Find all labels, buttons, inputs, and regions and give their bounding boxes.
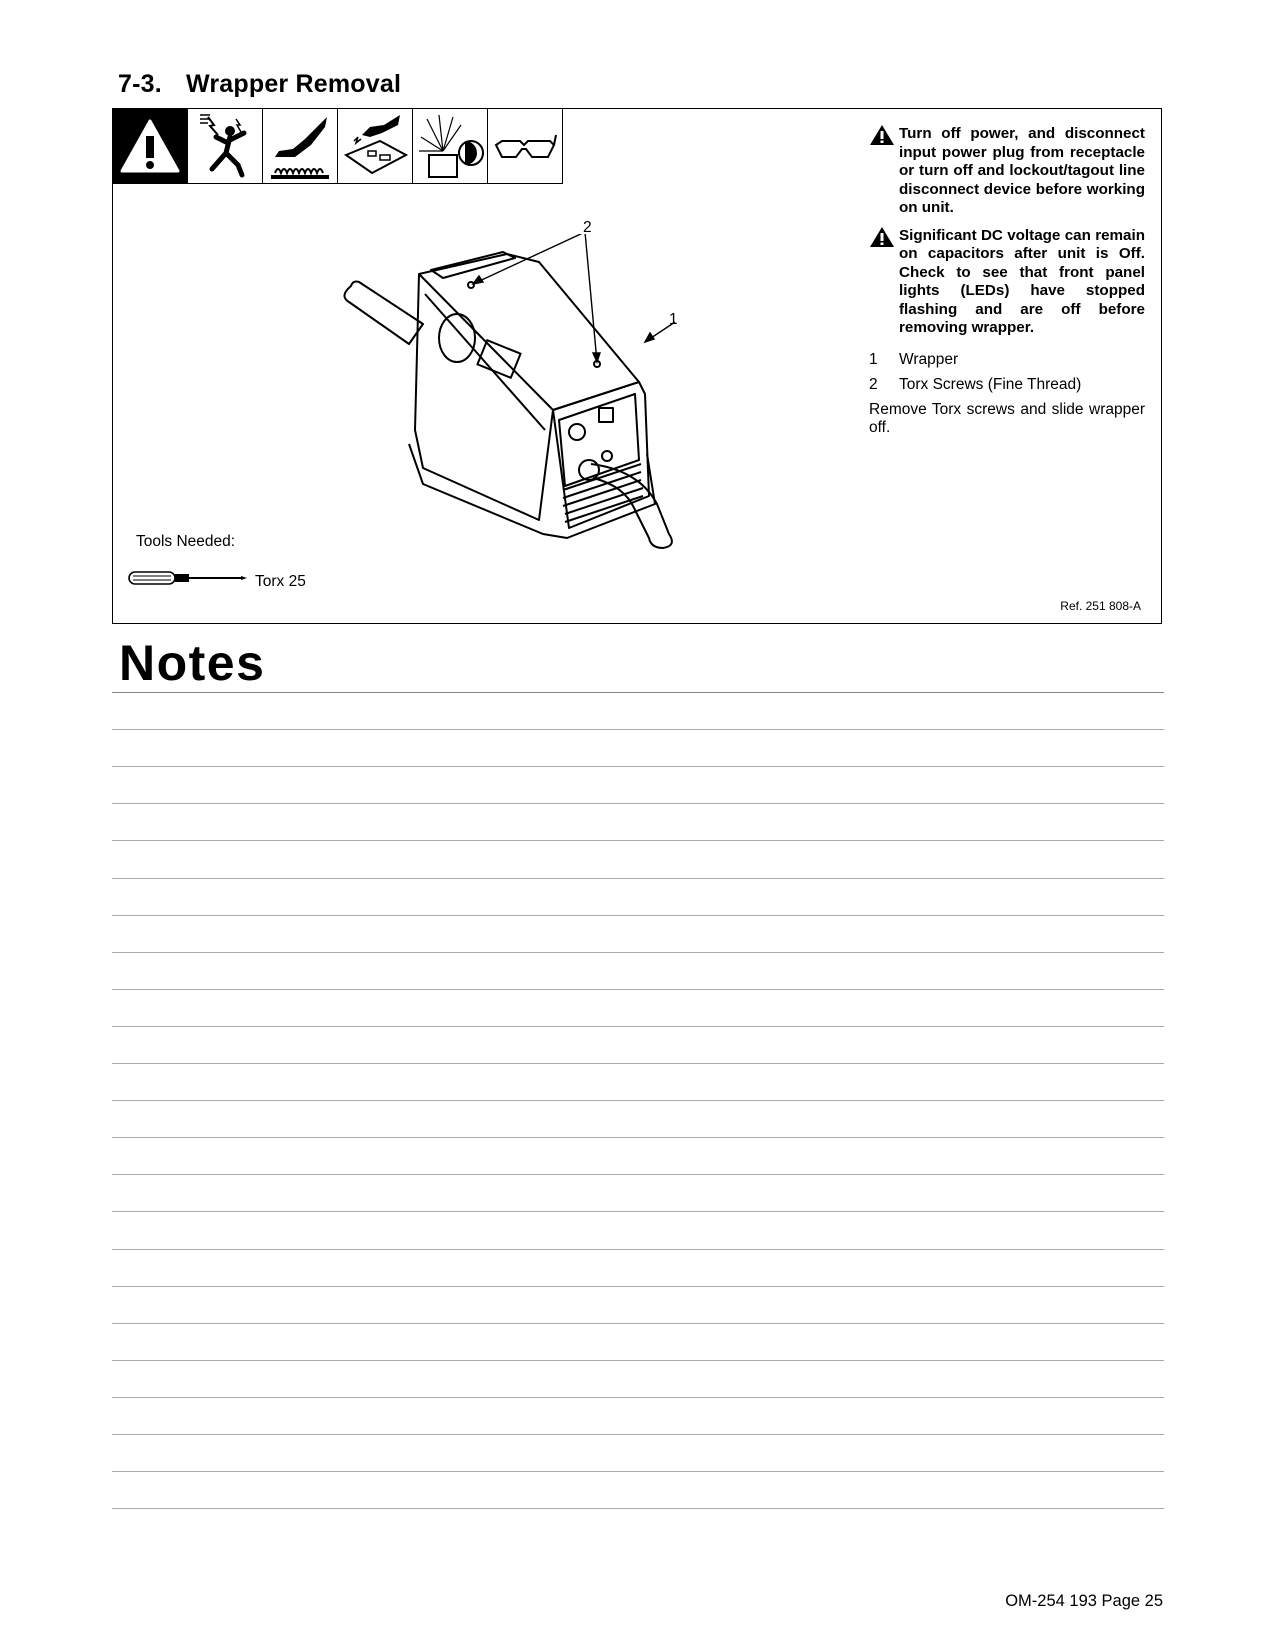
warning-column — [869, 125, 1145, 438]
note-line — [112, 1360, 1164, 1361]
note-line — [112, 915, 1164, 916]
note-line — [112, 1100, 1164, 1101]
section-title: Wrapper Removal — [186, 70, 402, 98]
note-line — [112, 1397, 1164, 1398]
electric-shock-icon — [188, 109, 263, 184]
safety-glasses-icon — [488, 109, 563, 184]
hot-parts-icon — [263, 109, 338, 184]
section-heading — [118, 70, 401, 99]
warning-item — [869, 227, 1145, 338]
note-line — [112, 1174, 1164, 1175]
welder-wrapper-diagram — [339, 234, 819, 554]
reference-number: Ref. 251 808-A — [1060, 599, 1141, 613]
legend-item — [869, 347, 1145, 372]
note-line — [112, 878, 1164, 879]
legend-label: Wrapper — [899, 350, 959, 368]
callout-2: 2 — [583, 219, 592, 236]
screwdriver-icon — [127, 569, 249, 587]
warning-triangle-icon — [869, 226, 895, 248]
note-line — [112, 1249, 1164, 1250]
note-line — [112, 840, 1164, 841]
legend-item — [869, 372, 1145, 397]
note-line — [112, 1434, 1164, 1435]
warning-text: Turn off power, and disconnect input power plug from receptacle or turn off and lockout/tagout line disconnect device before working on unit. — [899, 125, 1145, 216]
note-line — [112, 1137, 1164, 1138]
legend — [869, 347, 1145, 397]
note-line — [112, 692, 1164, 693]
torx-size-label: Torx 25 — [255, 573, 306, 590]
note-line — [112, 1026, 1164, 1027]
note-line — [112, 1063, 1164, 1064]
note-line — [112, 1286, 1164, 1287]
note-line — [112, 1211, 1164, 1212]
page-footer: OM-254 193 Page 25 — [1005, 1592, 1163, 1610]
warning-item — [869, 125, 1145, 218]
note-line — [112, 1508, 1164, 1509]
section-number: 7-3. — [118, 70, 162, 98]
legend-number: 2 — [869, 375, 878, 393]
callout-1: 1 — [669, 311, 678, 328]
procedure-box — [112, 108, 1162, 624]
tools-needed-label: Tools Needed: — [136, 533, 236, 550]
legend-label: Torx Screws (Fine Thread) — [899, 375, 1082, 393]
flying-sparks-icon — [413, 109, 488, 184]
notes-heading: Notes — [119, 635, 266, 691]
warning-icon — [113, 109, 188, 184]
safety-icon-strip — [113, 109, 563, 185]
static-electricity-icon — [338, 109, 413, 184]
instruction-text: Remove Torx screws and slide wrapper off. — [869, 400, 1145, 436]
note-line — [112, 1323, 1164, 1324]
legend-number: 1 — [869, 350, 878, 368]
note-line — [112, 989, 1164, 990]
note-line — [112, 766, 1164, 767]
note-line — [112, 1471, 1164, 1472]
note-line — [112, 952, 1164, 953]
note-line — [112, 729, 1164, 730]
note-line — [112, 803, 1164, 804]
warning-text: Significant DC voltage can remain on capacitors after unit is Off. Check to see that front panel lights (LEDs) have stopped flashing and are off before removing wrapper. — [899, 226, 1145, 336]
warning-triangle-icon — [869, 124, 895, 146]
